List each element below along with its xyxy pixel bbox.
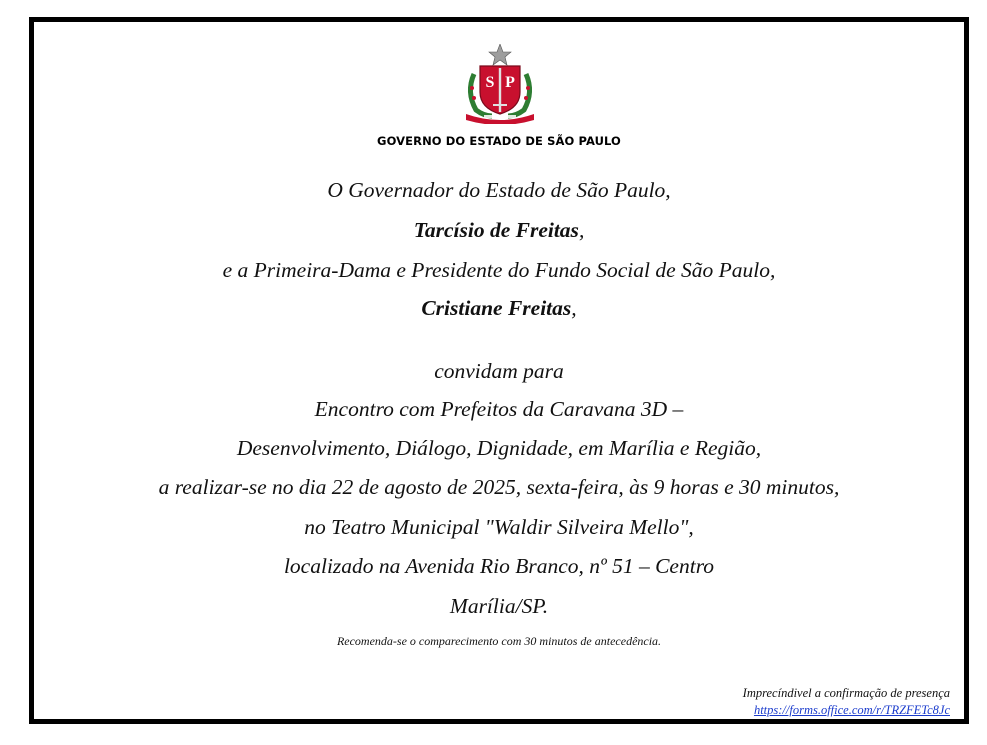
rsvp-block [743,685,950,719]
invitation-line-1: O Governador do Estado de São Paulo, [327,178,671,202]
event-title-line-1: Encontro com Prefeitos da Caravana 3D – [314,397,684,421]
event-venue-line: no Teatro Municipal "Waldir Silveira Mello", [304,515,694,539]
invitation-line-3: e a Primeira-Dama e Presidente do Fundo Social de São Paulo, [222,258,776,282]
first-lady-separator: , [571,296,577,320]
event-date-line: a realizar-se no dia 22 de agosto de 2025, sexta-feira, às 9 horas e 30 minutos, [158,475,840,499]
seal-letter-s: S [485,74,495,91]
event-city-line: Marília/SP. [449,594,549,618]
arrival-note: Recomenda-se o comparecimento com 30 minutos de antecedência. [336,634,662,648]
rsvp-label: Imprecíndivel a confirmação de presença [742,686,950,700]
first-lady-line [34,296,964,321]
governor-separator: , [578,218,585,242]
invitation-frame [29,17,969,724]
event-title-line-2: Desenvolvimento, Diálogo, Dignidade, em Marília e Região, [236,436,762,460]
rsvp-link[interactable]: https://forms.office.com/r/TRZFETc8Jc [753,703,950,717]
event-address-line: localizado na Avenida Rio Branco, nº 51 – Centro [283,554,715,578]
organization-name: GOVERNO DO ESTADO DE SÃO PAULO [377,134,621,148]
governor-line [34,218,964,243]
governor-name: Tarcísio de Freitas [413,218,579,242]
seal-letter-p: P [505,74,515,91]
invitation-line-5: convidam para [434,359,564,383]
coat-of-arms-icon [462,44,538,124]
first-lady-name: Cristiane Freitas [421,296,572,320]
